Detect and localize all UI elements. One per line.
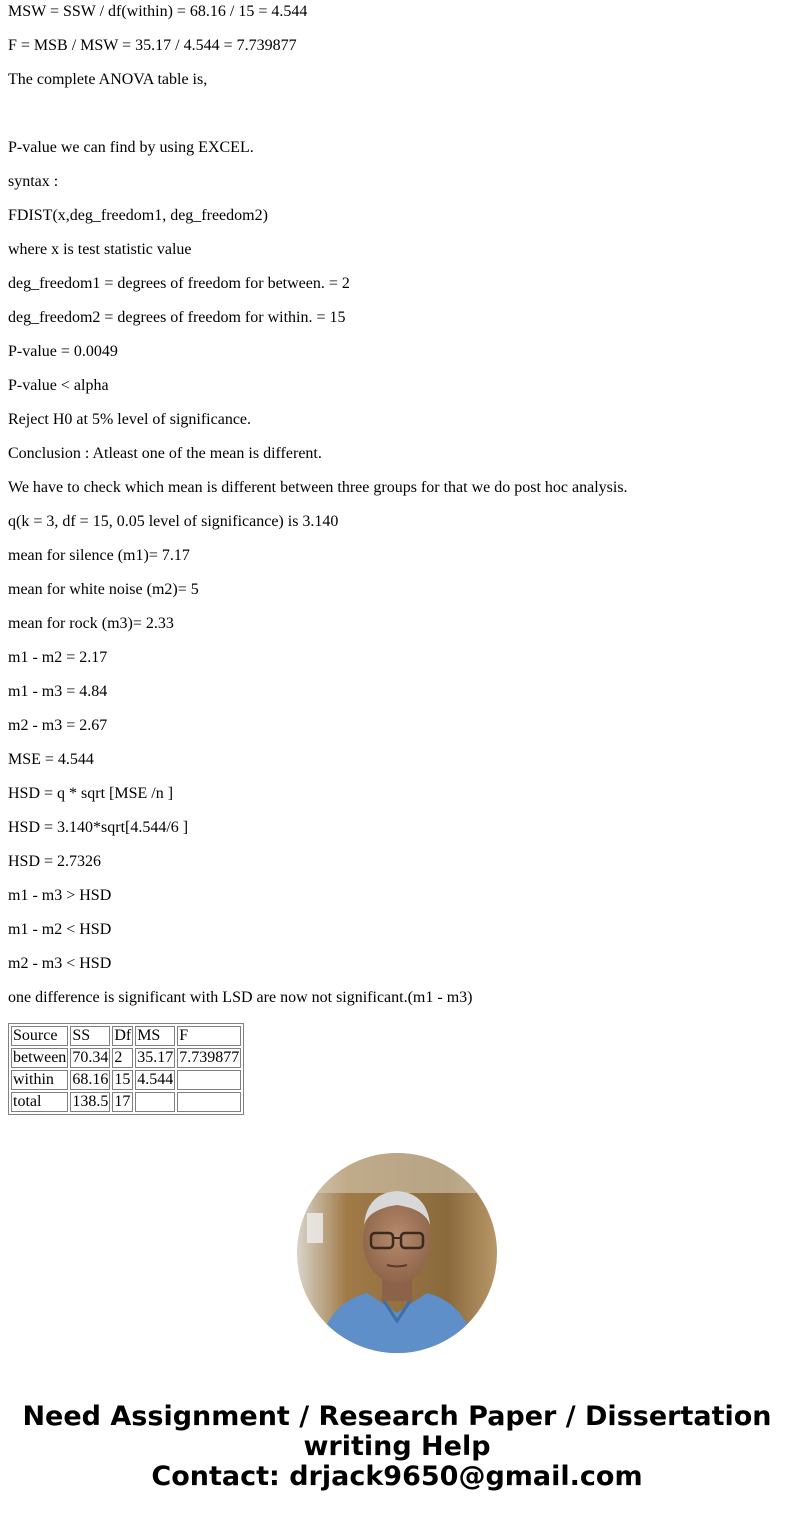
text-line: m1 - m2 = 2.17 [8, 649, 108, 666]
table-cell: 138.5 [72, 1093, 109, 1110]
text-line: F = MSB / MSW = 35.17 / 4.544 = 7.739877 [8, 37, 297, 54]
table-cell: 35.17 [137, 1049, 174, 1066]
table-header-cell: Source [11, 1026, 68, 1046]
text-line: P-value = 0.0049 [8, 343, 118, 360]
contact-email: Contact: drjack9650@gmail.com [151, 1461, 643, 1492]
text-line [8, 102, 786, 136]
help-banner [0, 1402, 794, 1492]
table-cell: within [11, 1070, 68, 1090]
text-line: m2 - m3 < HSD [8, 955, 112, 972]
table-row [11, 1070, 241, 1090]
table-cell: 15 [112, 1070, 133, 1090]
table-cell: 70.34 [72, 1049, 109, 1066]
table-header-cell: SS [70, 1026, 110, 1046]
text-line: mean for white noise (m2)= 5 [8, 581, 199, 598]
text-line: The complete ANOVA table is, [8, 71, 208, 88]
text-line: deg_freedom2 = degrees of freedom for within. = 15 [8, 309, 346, 326]
table-cell [177, 1092, 241, 1112]
anova-table [8, 1023, 244, 1115]
table-row [11, 1048, 241, 1068]
table-header-cell: MS [135, 1026, 175, 1046]
table-cell: 68.16 [72, 1071, 109, 1088]
text-line: FDIST(x,deg_freedom1, deg_freedom2) [8, 207, 268, 224]
table-cell: 4.544 [137, 1071, 174, 1088]
text-line: Conclusion : Atleast one of the mean is different. [8, 445, 322, 462]
solution-text [8, 0, 786, 1020]
table-cell: 2 [112, 1048, 133, 1068]
text-line: We have to check which mean is different between three groups for that we do post hoc analysis. [8, 479, 628, 496]
text-line: m2 - m3 = 2.67 [8, 717, 108, 734]
table-cell: total [11, 1092, 68, 1112]
text-line: MSE = 4.544 [8, 751, 94, 768]
text-line: m1 - m3 = 4.84 [8, 683, 108, 700]
table-cell [177, 1070, 241, 1090]
portrait-image [297, 1153, 497, 1353]
text-line: syntax : [8, 173, 59, 190]
author-portrait-icon [297, 1153, 497, 1353]
text-line: m1 - m2 < HSD [8, 921, 112, 938]
text-line: MSW = SSW / df(within) = 68.16 / 15 = 4.544 [8, 3, 308, 20]
text-line: one difference is significant with LSD are now not significant.(m1 - m3) [8, 989, 473, 1006]
text-line: where x is test statistic value [8, 241, 192, 258]
table-header-cell: Df [114, 1027, 132, 1044]
table-cell: 17 [112, 1092, 133, 1112]
text-line: m1 - m3 > HSD [8, 887, 112, 904]
text-line: HSD = 2.7326 [8, 853, 102, 870]
table-cell: between [13, 1049, 67, 1066]
table-header-row [11, 1026, 241, 1046]
text-line: mean for rock (m3)= 2.33 [8, 615, 174, 632]
text-line: HSD = 3.140*sqrt[4.544/6 ] [8, 819, 189, 836]
text-line: deg_freedom1 = degrees of freedom for between. = 2 [8, 275, 350, 292]
table-header-cell: F [177, 1026, 241, 1046]
text-line: mean for silence (m1)= 7.17 [8, 547, 190, 564]
text-line: P-value < alpha [8, 377, 109, 394]
text-line: q(k = 3, df = 15, 0.05 level of significance) is 3.140 [8, 513, 339, 530]
text-line: P-value we can find by using EXCEL. [8, 139, 254, 156]
table-cell [135, 1092, 175, 1112]
table-cell: 7.739877 [179, 1049, 240, 1066]
text-line: HSD = q * sqrt [MSE /n ] [8, 785, 174, 802]
table-row [11, 1092, 241, 1112]
banner-line: Need Assignment / Research Paper / Dissertation [22, 1401, 772, 1432]
text-line: Reject H0 at 5% level of significance. [8, 411, 252, 428]
banner-line: writing Help [303, 1431, 491, 1462]
